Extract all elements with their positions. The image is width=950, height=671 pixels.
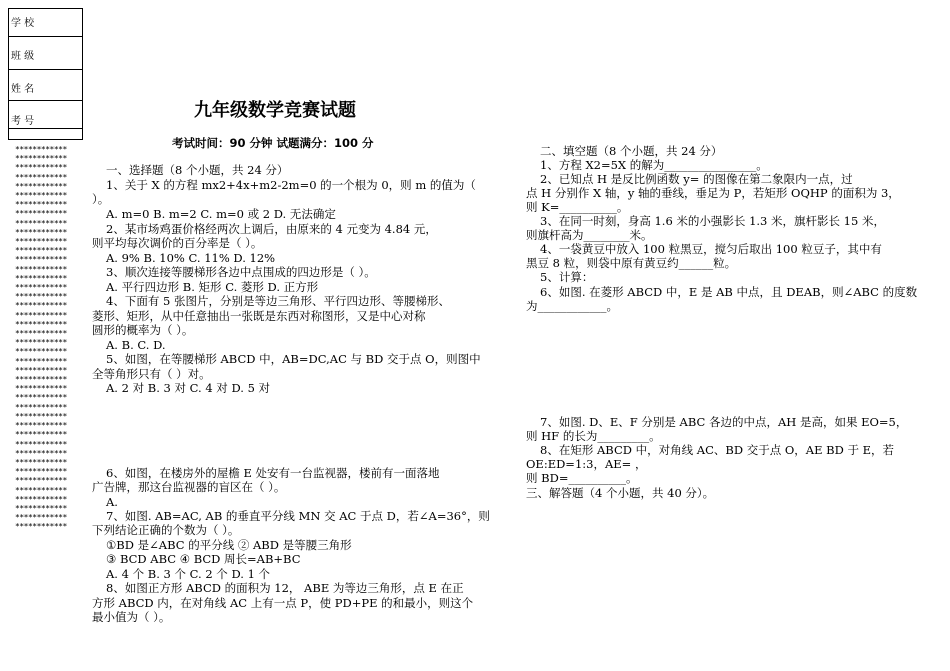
star-row: ************ <box>15 145 67 154</box>
star-row: ************ <box>15 402 67 412</box>
question-text: 则 BD=__________。 <box>526 471 638 485</box>
star-row: ************ <box>15 476 67 486</box>
question-text: OE:ED=1:3，AE= ， <box>526 457 647 471</box>
star-row: ************ <box>15 494 67 504</box>
question-text: 黑豆 8 粒，则袋中原有黄豆约______粒。 <box>526 256 737 270</box>
school-label: 学 校 <box>11 18 35 29</box>
question-text: 3、在同一时刻，身高 1.6 米的小强影长 1.3 米，旗杆影长 15 米， <box>540 214 885 228</box>
exam-info: 考试时间：90 分钟 试题满分：100 分 <box>172 136 374 150</box>
answer-options: A. <box>106 495 118 509</box>
class-label: 班 级 <box>11 51 35 62</box>
star-row: ************ <box>15 319 67 329</box>
question-text: 6、如图，在楼房外的屋檐 E 处安有一台监视器，楼前有一面落地 <box>106 466 440 480</box>
info-divider <box>9 68 83 70</box>
question-text: 则 K=__________。 <box>526 200 629 214</box>
question-text: ）。 <box>92 192 110 206</box>
question-text: 则平均每次调价的百分率是（ ）。 <box>92 236 263 250</box>
question-text: 下列结论正确的个数为（ ）。 <box>92 523 240 537</box>
question-text: 全等角形只有（ ）对。 <box>92 367 211 381</box>
question-text: 圆形的概率为（ ）。 <box>92 323 194 337</box>
star-row: ************ <box>15 356 67 366</box>
answer-options: A. 9% B. 10% C. 11% D. 12% <box>106 251 276 265</box>
star-row: ************ <box>15 172 67 182</box>
question-text: 广告牌，那这台监视器的盲区在（ ）。 <box>92 480 286 494</box>
question-text: 5、如图，在等腰梯形 ABCD 中，AB=DC,AC 与 BD 交于点 O，则图中 <box>106 352 481 366</box>
star-row: ************ <box>15 329 67 339</box>
star-row: ************ <box>15 181 67 191</box>
page-title: 九年级数学竞赛试题 <box>194 100 356 121</box>
question-text: 3、顺次连接等腰梯形各边中点围成的四边形是（ ）。 <box>106 265 376 279</box>
question-text: 最小值为（ ）。 <box>92 610 171 624</box>
star-row: ************ <box>15 485 67 495</box>
question-text: 2、某市场鸡蛋价格经两次上调后，由原来的 4 元变为 4.84 元， <box>106 222 437 236</box>
star-row: ************ <box>15 421 67 431</box>
question-text: 为____________。 <box>526 299 618 313</box>
section-heading: 三、解答题（4 个小题，共 40 分）。 <box>526 486 715 500</box>
question-text: 则旗杆高为________米。 <box>526 228 653 242</box>
question-text: 2、已知点 H 是反比例函数 y= 的图像在第二象限内一点，过 <box>540 172 853 186</box>
question-text: 5、计算： <box>540 270 594 284</box>
question-text: 8、在矩形 ABCD 中，对角线 AC、BD 交于点 O，AE BD 于 E，若 <box>540 443 895 457</box>
question-text: 7、如图. AB=AC, AB 的垂直平分线 MN 交 AC 于点 D，若∠A=36°，则 <box>106 509 490 523</box>
answer-options: A. 平行四边形 B. 矩形 C. 菱形 D. 正方形 <box>106 280 319 294</box>
star-row: ************ <box>15 264 67 274</box>
answer-options: A. m=0 B. m=2 C. m=0 或 2 D. 无法确定 <box>106 207 336 221</box>
question-text: 6、如图. 在菱形 ABCD 中，E 是 AB 中点，且 DEAB，则∠ABC 的度数 <box>540 285 918 299</box>
answer-options: A. 2 对 B. 3 对 C. 4 对 D. 5 对 <box>106 381 271 395</box>
star-row: ************ <box>15 365 67 375</box>
question-text: 1、关于 X 的方程 mx2+4x+m2-2m=0 的一个根为 0，则 m 的值为（ <box>106 178 476 192</box>
star-row: ************ <box>15 430 67 440</box>
star-row: ************ <box>15 191 67 201</box>
section-heading: 二、填空题（8 个小题，共 24 分） <box>540 144 723 158</box>
info-divider <box>9 35 83 37</box>
statement-options: ①BD 是∠ABC 的平分线 ② ABD 是等腰三角形 <box>106 538 352 552</box>
question-text: 8、如图正方形 ABCD 的面积为 12， ABE 为等边三角形，点 E 在正 <box>106 581 464 595</box>
star-row: ************ <box>15 310 67 320</box>
star-row: ************ <box>15 503 67 513</box>
star-row: ************ <box>15 375 67 385</box>
star-row: ************ <box>15 467 67 477</box>
star-row: ************ <box>15 237 67 247</box>
question-text: 则 HF 的长为_________。 <box>526 429 661 443</box>
answer-options: A. 4 个 B. 3 个 C. 2 个 D. 1 个 <box>106 567 271 581</box>
star-row: ************ <box>15 154 67 164</box>
answer-options: A. B. C. D. <box>106 338 166 352</box>
star-row: ************ <box>15 457 67 467</box>
star-row: ************ <box>15 448 67 458</box>
star-row: ************ <box>15 227 67 237</box>
question-text: 1、方程 X2=5X 的解为________________。 <box>540 158 768 172</box>
star-row: ************ <box>15 246 67 256</box>
star-row: ************ <box>15 522 67 532</box>
info-divider <box>9 99 83 101</box>
star-row: ************ <box>15 200 67 210</box>
statement-options: ③ BCD ABC ④ BCD 周长=AB+BC <box>106 552 301 566</box>
star-row: ************ <box>15 439 67 449</box>
question-text: 7、如图. D、E、F 分别是 ABC 各边的中点，AH 是高，如果 EO=5， <box>540 415 908 429</box>
star-row: ************ <box>15 338 67 348</box>
name-label: 姓 名 <box>11 84 35 95</box>
question-text: 4、一袋黄豆中放入 100 粒黑豆，搅匀后取出 100 粒豆子，其中有 <box>540 242 882 256</box>
star-row: ************ <box>15 393 67 403</box>
star-row: ************ <box>15 411 67 421</box>
question-text: 方形 ABCD 内，在对角线 AC 上有一点 P，使 PD+PE 的和最小，则这个 <box>92 596 474 610</box>
star-row: ************ <box>15 283 67 293</box>
info-divider <box>9 127 83 129</box>
star-row: ************ <box>15 209 67 219</box>
question-text: 4、下面有 5 张图片，分别是等边三角形、平行四边形、等腰梯形、 <box>106 294 450 308</box>
star-row: ************ <box>15 218 67 228</box>
star-row: ************ <box>15 301 67 311</box>
number-label: 考 号 <box>11 116 35 127</box>
star-row: ************ <box>15 513 67 523</box>
star-row: ************ <box>15 273 67 283</box>
star-row: ************ <box>15 255 67 265</box>
question-text: 点 H 分别作 X 轴，y 轴的垂线，垂足为 P，若矩形 OQHP 的面积为 3， <box>526 186 900 200</box>
seal-line-stars <box>15 145 67 532</box>
star-row: ************ <box>15 292 67 302</box>
star-row: ************ <box>15 347 67 357</box>
star-row: ************ <box>15 384 67 394</box>
section-heading: 一、选择题（8 个小题，共 24 分） <box>106 163 289 177</box>
question-text: 菱形、矩形，从中任意抽出一张既是东西对称图形，又是中心对称 <box>92 309 426 323</box>
star-row: ************ <box>15 163 67 173</box>
